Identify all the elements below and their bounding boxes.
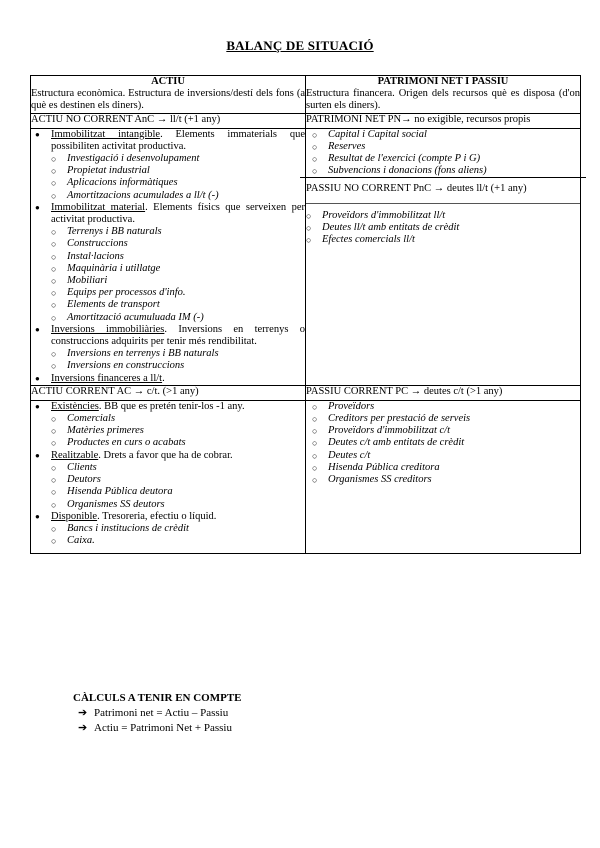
pc-title: PASSIU CORRENT PC → deutes c/t (>1 any) (306, 385, 581, 400)
list-item: ○ Comercials (51, 413, 305, 425)
list-item: ○ Organismes SS creditors (306, 474, 580, 486)
pn-body (306, 128, 581, 385)
list-item: ○ Subvencions i donacions (fons aliens) (306, 165, 580, 177)
list-item: ○ Productes en curs o acabats (51, 437, 305, 449)
material-desc: . Elements físics que serveixen per activitat productiva. (51, 201, 305, 226)
page-title: BALANÇ DE SITUACIÓ (226, 38, 374, 53)
realitzable-label: Realitzable (51, 449, 99, 461)
list-item-immobiliaries (31, 324, 305, 373)
list-item: ○ Caixa. (51, 535, 305, 547)
ac-title: ACTIU CORRENT AC → c/t. (>1 any) (31, 385, 306, 400)
realitzable-desc: . Drets a favor que ha de cobrar. (98, 449, 233, 461)
list-item: ○ Capital i Capital social (306, 129, 580, 141)
list-item: ○ Proveïdors (306, 401, 580, 413)
list-item-intangible (31, 129, 305, 202)
list-item: ○ Terrenys i BB naturals (51, 226, 305, 238)
list-item-realitzable (31, 450, 305, 511)
passiu-heading: PATRIMONI NET I PASSIU (377, 76, 509, 87)
list-item: ○ Deutes c/t (306, 450, 580, 462)
list-item: ○ Aplicacions informàtiques (51, 177, 305, 189)
list-item: ○ Deutes ll/t amb entitats de crèdit (306, 222, 580, 234)
list-item: ○ Matèries primeres (51, 425, 305, 437)
intangible-desc: . Elements immaterials que possibiliten activitat productiva. (51, 128, 305, 152)
disponible-desc: . Tresoreria, efectiu o líquid. (97, 510, 217, 522)
calculations-title: CÀLCULS A TENIR EN COMPTE (73, 692, 242, 704)
anc-body (31, 128, 306, 385)
pnc-title: PASSIU NO CORRENT PnC → deutes ll/t (+1 any) (306, 183, 527, 195)
list-item-existencies (31, 401, 305, 450)
pnc-section (300, 177, 586, 246)
list-item: ○ Resultat de l'exercici (compte P i G) (306, 153, 580, 165)
list-item: ○ Clients (51, 462, 305, 474)
immobiliaries-desc: . Inversions en terrenys o construccions adquirits per tenir més rendibilitat. (51, 323, 305, 348)
existencies-desc: . BB que es pretén tenir-los -1 any. (98, 400, 245, 412)
list-item: ○ Bancs i institucions de crèdit (51, 523, 305, 535)
list-item: ○ Creditors per prestació de serveis (306, 413, 580, 425)
financeres-label: Inversions financeres a ll/t (51, 372, 163, 384)
formula-row (73, 721, 242, 736)
passiu-description: Estructura financera. Origen dels recursos què es disposa (d'on surten els diners). (306, 88, 580, 112)
list-item: ○ Equips per processos d'info. (51, 287, 305, 299)
existencies-label: Existències (51, 400, 99, 412)
list-item-disponible (31, 511, 305, 548)
list-item: ○ Instal·lacions (51, 251, 305, 263)
list-item: ○ Reserves (306, 141, 580, 153)
list-item-material (31, 202, 305, 324)
pn-title: PATRIMONI NET PN→ no exigible, recursos propis (306, 113, 581, 128)
formula-row (73, 706, 242, 721)
list-item: ○ Proveïdors d'immobilitzat ll/t (306, 210, 580, 222)
list-item-financeres (31, 373, 305, 385)
anc-title: ACTIU NO CORRENT AnC → ll/t (+1 any) (31, 113, 306, 128)
list-item: ○ Amortització acumuluada IM (-) (51, 312, 305, 324)
formula-actiu: Actiu = Patrimoni Net + Passiu (94, 722, 232, 734)
list-item: ○ Inversions en construccions (51, 360, 305, 372)
list-item: ○ Amortitzacions acumulades a ll/t (-) (51, 190, 305, 202)
list-item: ○ Elements de transport (51, 299, 305, 311)
passiu-header (306, 76, 581, 114)
arrow-icon: ➔ (78, 707, 88, 719)
pc-body (306, 400, 581, 553)
immobiliaries-label: Inversions immobiliàries (51, 323, 165, 335)
financeres-desc: . (162, 372, 165, 384)
actiu-heading: ACTIU (151, 76, 185, 87)
ac-body (31, 400, 306, 553)
list-item: ○ Efectes comercials ll/t (306, 234, 580, 246)
material-label: Immobilitzat material (51, 201, 146, 213)
list-item: ○ Proveïdors d'immobilitzat c/t (306, 425, 580, 437)
balance-table (30, 75, 581, 554)
list-item: ○ Deutors (51, 474, 305, 486)
intangible-label: Immobilitzat intangible (51, 128, 161, 140)
divider (306, 203, 580, 204)
formula-patrimoni-net: Patrimoni net = Actiu – Passiu (94, 707, 229, 719)
list-item: ○ Hisenda Pública creditora (306, 462, 580, 474)
calculations-section (73, 691, 242, 736)
list-item: ○ Inversions en terrenys i BB naturals (51, 348, 305, 360)
list-item: ○ Hisenda Pública deutora (51, 486, 305, 498)
arrow-icon: ➔ (78, 722, 88, 734)
list-item: ○ Organismes SS deutors (51, 499, 305, 511)
list-item: ○ Mobiliari (51, 275, 305, 287)
list-item: ○ Construccions (51, 238, 305, 250)
list-item: ○ Deutes c/t amb entitats de crèdit (306, 437, 580, 449)
actiu-description: Estructura econòmica. Estructura de inversions/destí dels fons (a què es destinen els diners). (31, 88, 305, 112)
list-item: ○ Investigació i desenvolupament (51, 153, 305, 165)
list-item: ○ Maquinària i utillatge (51, 263, 305, 275)
actiu-header (31, 76, 306, 114)
disponible-label: Disponible (51, 510, 98, 522)
list-item: ○ Propietat industrial (51, 165, 305, 177)
